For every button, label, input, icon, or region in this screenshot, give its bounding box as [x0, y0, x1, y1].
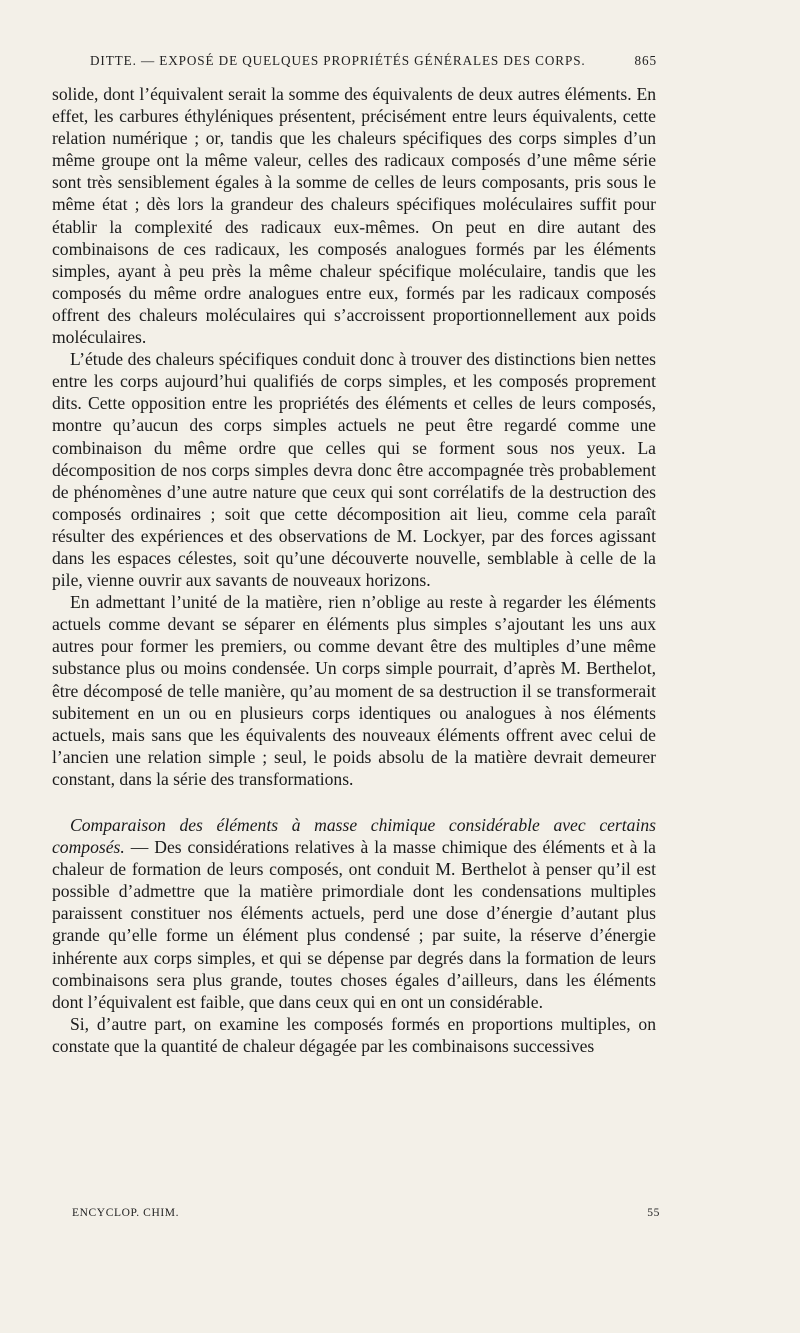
running-header: [90, 53, 657, 69]
running-title: DITTE. — EXPOSÉ DE QUELQUES PROPRIÉTÉS GÉNÉRALES DES CORPS.: [90, 53, 586, 68]
page-number: 865: [634, 53, 657, 68]
page-footer: [72, 1207, 660, 1219]
paragraph-unity-of-matter: En admettant l’unité de la matière, rien n’oblige au reste à regarder les éléments actuels comme devant se séparer en éléments plus simples s’ajoutant les uns aux autres pour former les premiers, ou comme devant être des multiples d’une même substance plus ou moins condensée. Un corps simple pourrait, d’après M. Berthelot, être décomposé de telle manière, qu’au moment de sa destruction il se transformerait subitement en un ou en plusieurs corps identiques ou analogues à nos éléments actuels, mais sans que les équivalents des nouveaux éléments offrent avec celui de l’ancien une relation simple ; seul, le poids absolu de la matière devrait demeurer constant, dans la série des transformations.: [52, 592, 656, 789]
paragraph-continuation: solide, dont l’équivalent serait la somme des équivalents de deux autres éléments. En effet, les carbures éthyléniques présentent, précisément entre leurs équivalents, cette relation numérique ; or, tandis que les chaleurs spécifiques des corps simples d’un même groupe ont la même valeur, celles des radicaux composés d’une même série sont très sensiblement égales à la somme de celles de leurs composants, pris sous le même état ; dès lors la grandeur des chaleurs spécifiques moléculaires suffit pour établir la complexité des radicaux eux-mêmes. On peut en dire autant des combinaisons de ces radicaux, les composés analogues formés par les éléments simples, ayant à peu près la même chaleur spécifique moléculaire, tandis que les composés du même ordre analogues entre eux, formés par les radicaux composés offrent des chaleurs moléculaires qui s’accroissent proportionnellement aux poids moléculaires.: [52, 84, 656, 348]
paragraph-multiple-proportions: Si, d’autre part, on examine les composés formés en proportions multiples, on constate que la quantité de chaleur dégagée par les combinaisons successives: [52, 1013, 656, 1056]
section-paragraph: [52, 814, 656, 1013]
sheet-number: 55: [647, 1207, 660, 1219]
printer-signature: ENCYCLOP. CHIM.: [72, 1207, 180, 1219]
section-body: Des considérations relatives à la masse chimique des éléments et à la chaleur de formation de leurs composés, ont conduit M. Berthelot à penser qu’il est possible d’admettre que la matière primordiale dont les condensations multiples paraissent constituer nos éléments actuels, perd une dose d’énergie d’autant plus grande qu’elle forme un élément plus condensé ; par suite, la réserve d’énergie inhérente aux corps simples, et qui se dépense par degrés dans la formation de leurs combinaisons sera plus grande, toutes choses égales d’ailleurs, dans les éléments dont l’équivalent est faible, que dans ceux qui en ont un considérable.: [52, 837, 656, 1012]
paragraph-specific-heats: L’étude des chaleurs spécifiques conduit donc à trouver des distinctions bien nettes entre les corps aujourd’hui qualifiés de corps simples, et les composés proprement dits. Cette opposition entre les propriétés des éléments et celles de leurs composés, montre qu’aucun des corps simples actuels ne peut être regardé comme une combinaison du même ordre que celles qui se forment sous nos yeux. La décomposition de nos corps simples devra donc être accompagnée très probablement de phénomènes d’une autre nature que ceux qui sont corrélatifs de la destruction des composés ordinaires ; soit que cette décomposition ait lieu, comme cela paraît résulter des expériences et des observations de M. Lockyer, par des forces agissant dans les espaces célestes, soit qu’une découverte nouvelle, semblable à celle de la pile, vienne ouvrir aux savants de nouveaux horizons.: [52, 349, 656, 591]
section-dash: —: [124, 837, 155, 858]
body-text: [52, 83, 656, 1057]
section-title: Comparaison des éléments à masse chimique considérable avec certains composés.: [52, 815, 656, 858]
